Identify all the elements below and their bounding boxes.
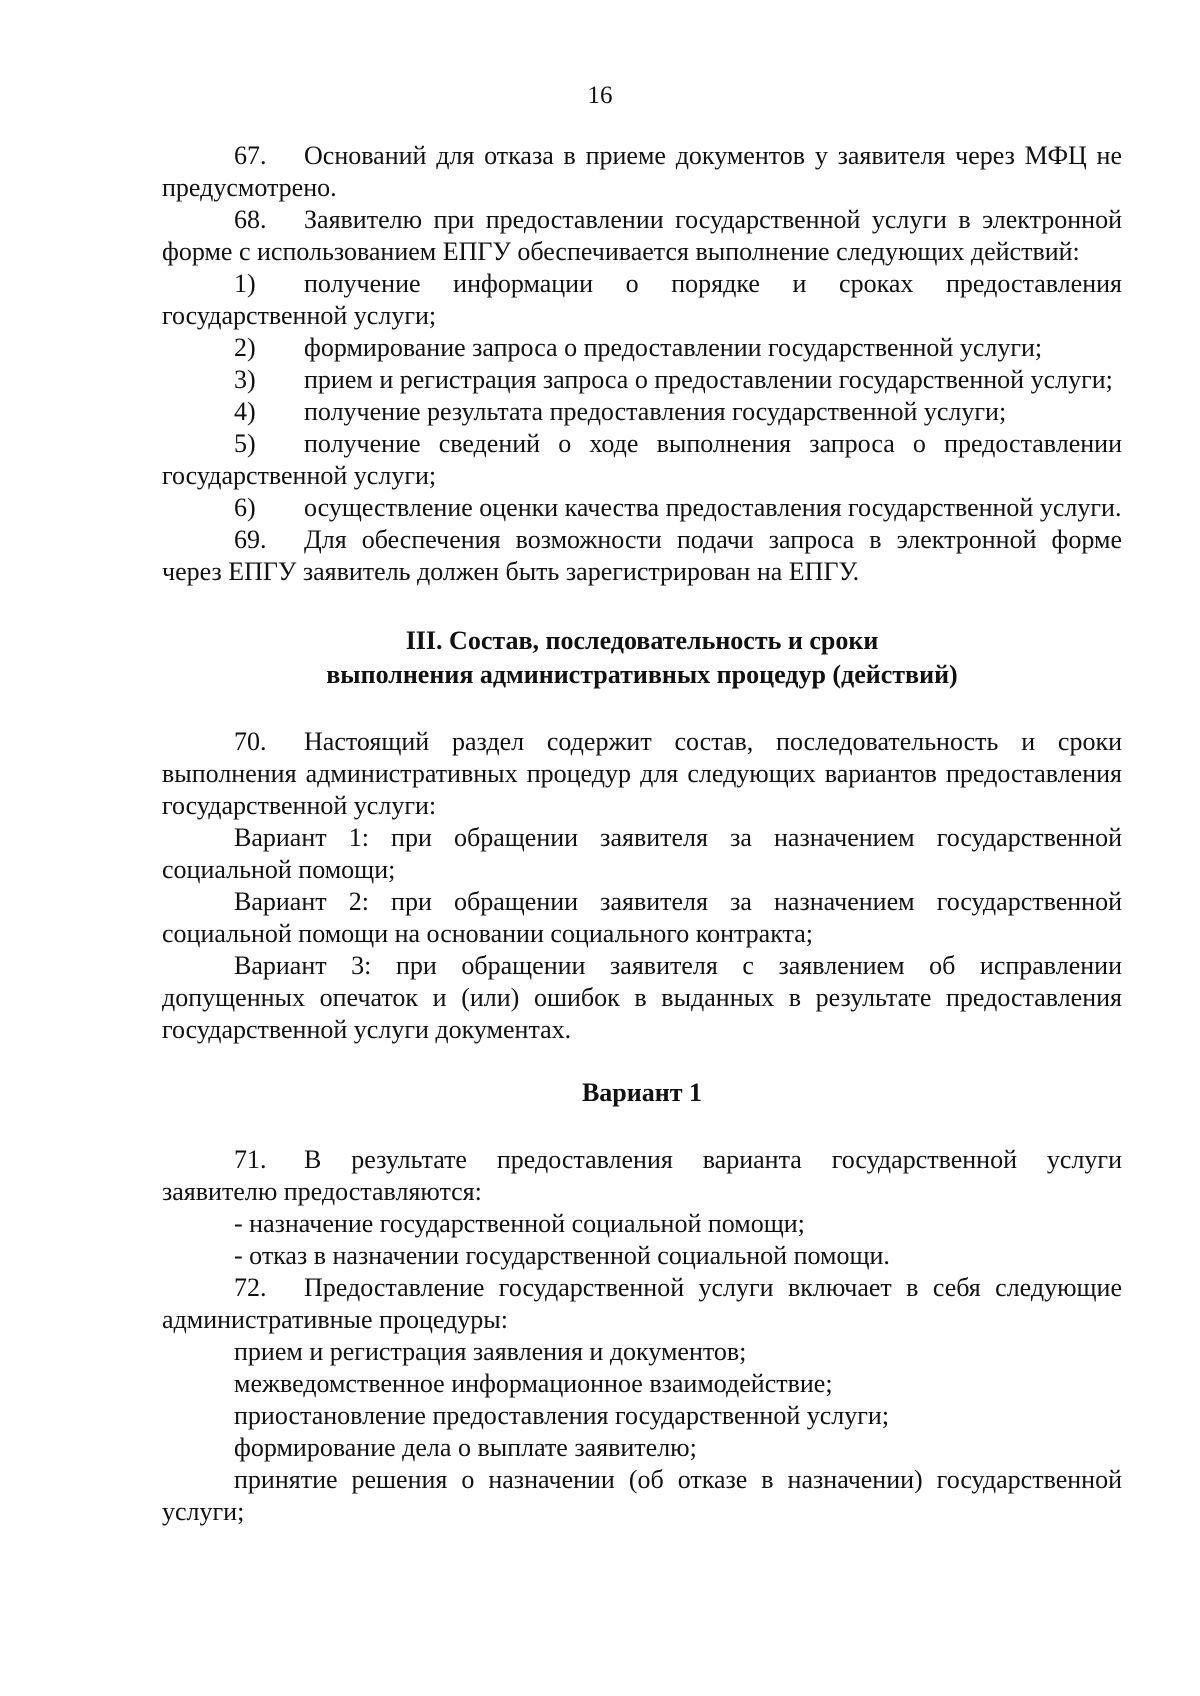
paragraph-number: 72. bbox=[234, 1273, 267, 1302]
paragraph-text: Предоставление государственной услуги включает в себя следующие административные процедуры: bbox=[162, 1273, 1122, 1334]
list-item-3 bbox=[162, 364, 1122, 396]
procedure-item-2: межведомственное информационное взаимодействие; bbox=[234, 1369, 833, 1398]
section-heading-line-1: III. Состав, последовательность и сроки bbox=[405, 626, 879, 655]
section-heading bbox=[162, 624, 1122, 692]
paragraph-text: Настоящий раздел содержит состав, последовательность и сроки выполнения административных процедур для следующих вариантов предоставления государственной услуги: bbox=[162, 727, 1122, 820]
procedure-item-3: приостановление предоставления государственной услуги; bbox=[234, 1401, 890, 1430]
list-number: 3) bbox=[234, 365, 256, 394]
paragraph-number: 69. bbox=[234, 525, 267, 554]
list-text: получение сведений о ходе выполнения запроса о предоставлении государственной услуги; bbox=[162, 429, 1122, 490]
list-item-1 bbox=[162, 268, 1122, 332]
procedure-item-4: формирование дела о выплате заявителю; bbox=[234, 1433, 697, 1462]
list-text: прием и регистрация запроса о предоставлении государственной услуги; bbox=[304, 365, 1113, 394]
paragraph-text: Оснований для отказа в приеме документов у заявителя через МФЦ не предусмотрено. bbox=[162, 141, 1122, 202]
list-text: формирование запроса о предоставлении государственной услуги; bbox=[304, 333, 1043, 362]
procedure-item-1: прием и регистрация заявления и документов; bbox=[234, 1337, 747, 1366]
section-heading-line-2: выполнения административных процедур (действий) bbox=[326, 660, 958, 689]
paragraph-text: Для обеспечения возможности подачи запроса в электронной форме через ЕПГУ заявитель должен быть зарегистрирован на ЕПГУ. bbox=[162, 525, 1122, 586]
list-text: осуществление оценки качества предоставления государственной услуги. bbox=[304, 493, 1122, 522]
result-item-1: - назначение государственной социальной помощи; bbox=[234, 1209, 805, 1238]
list-text: получение результата предоставления государственной услуги; bbox=[304, 397, 1007, 426]
variant-heading: Вариант 1 bbox=[581, 1078, 703, 1107]
paragraph-text: Заявителю при предоставлении государственной услуги в электронной форме с использованием ЕПГУ обеспечивается выполнение следующих действий: bbox=[162, 205, 1122, 266]
paragraph-70 bbox=[162, 726, 1122, 822]
paragraph-67 bbox=[162, 140, 1122, 204]
paragraph-69 bbox=[162, 524, 1122, 588]
list-number: 2) bbox=[234, 333, 256, 362]
list-item-6 bbox=[162, 492, 1122, 524]
list-number: 1) bbox=[234, 269, 256, 298]
procedure-item-5: принятие решения о назначении (об отказе в назначении) государственной услуги; bbox=[162, 1465, 1122, 1526]
list-number: 4) bbox=[234, 397, 256, 426]
list-item-4 bbox=[162, 396, 1122, 428]
page-number: 16 bbox=[587, 82, 613, 109]
paragraph-number: 67. bbox=[234, 141, 267, 170]
variant-description-2: Вариант 2: при обращении заявителя за назначением государственной социальной помощи на основании социального контракта; bbox=[162, 887, 1122, 948]
paragraph-number: 68. bbox=[234, 205, 267, 234]
list-number: 5) bbox=[234, 429, 256, 458]
paragraph-text: В результате предоставления варианта государственной услуги заявителю предоставляются: bbox=[162, 1145, 1122, 1206]
paragraph-number: 70. bbox=[234, 727, 267, 756]
paragraph-71 bbox=[162, 1144, 1122, 1208]
document-body bbox=[162, 140, 1122, 1528]
paragraph-68 bbox=[162, 204, 1122, 268]
result-item-2: - отказ в назначении государственной социальной помощи. bbox=[234, 1241, 890, 1270]
paragraph-72 bbox=[162, 1272, 1122, 1336]
variant-description-1: Вариант 1: при обращении заявителя за назначением государственной социальной помощи; bbox=[162, 823, 1122, 884]
list-item-5 bbox=[162, 428, 1122, 492]
paragraph-number: 71. bbox=[234, 1145, 267, 1174]
list-text: получение информации о порядке и сроках предоставления государственной услуги; bbox=[162, 269, 1122, 330]
list-number: 6) bbox=[234, 493, 256, 522]
list-item-2 bbox=[162, 332, 1122, 364]
variant-description-3: Вариант 3: при обращении заявителя с заявлением об исправлении допущенных опечаток и (или) ошибок в выданных в результате предоставления государственной услуги документах. bbox=[162, 951, 1122, 1044]
